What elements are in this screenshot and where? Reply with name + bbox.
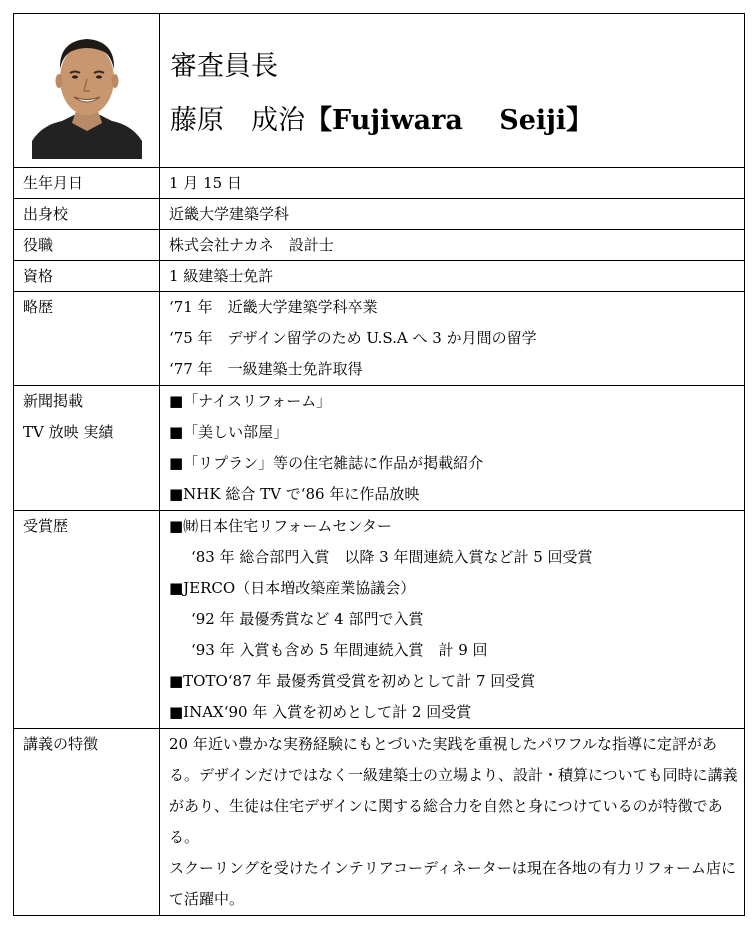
- history-value: [160, 292, 745, 386]
- school-label: 出身校: [14, 199, 160, 230]
- position-label: 役職: [14, 230, 160, 261]
- media-label-line2: TV 放映 実績: [23, 423, 114, 441]
- awards-label: 受賞歴: [14, 511, 160, 729]
- media-line: ■NHK 総合 TV で‘86 年に作品放映: [169, 485, 420, 503]
- license-row: [14, 261, 745, 292]
- position-row: [14, 230, 745, 261]
- award-line: ■TOTO‘87 年 最優秀賞受賞を初めとして計 7 回受賞: [169, 672, 536, 690]
- award-line: ‘83 年 総合部門入賞 以降 3 年間連続入賞など計 5 回受賞: [191, 548, 593, 566]
- history-label: 略歴: [14, 292, 160, 386]
- media-label: [14, 386, 160, 511]
- birthday-label: 生年月日: [14, 168, 160, 199]
- history-line: ‘71 年 近畿大学建築学科卒業: [169, 298, 378, 316]
- lecture-label: 講義の特徴: [14, 729, 160, 916]
- profile-table: [13, 13, 745, 916]
- role-title: 審査員長: [170, 50, 278, 82]
- history-line: ‘75 年 デザイン留学のため U.S.A へ 3 か月間の留学: [169, 329, 537, 347]
- award-line: ■JERCO（日本増改築産業協議会）: [169, 579, 416, 597]
- birthday-value: 1 月 15 日: [160, 168, 745, 199]
- name-en: 【Fujiwara Seiji】: [305, 104, 594, 136]
- name-jp: 藤原 成治: [170, 104, 305, 136]
- history-line: ‘77 年 一級建築士免許取得: [169, 360, 363, 378]
- portrait-photo: [32, 23, 142, 159]
- award-line: ■㈶日本住宅リフォームセンター: [169, 517, 392, 535]
- media-line: ■「ナイスリフォーム」: [169, 392, 332, 410]
- lecture-paragraph: 20 年近い豊かな実務経験にもとづいた実践を重視したパワフルな指導に定評がある。デザインだけではなく一級建築士の立場より、設計・積算についても同時に講義があり、生徒は住宅デザインに関する総合力を自然と身につけているのが特徴である。: [169, 735, 738, 846]
- media-line: ■「美しい部屋」: [169, 423, 289, 441]
- award-line: ■INAX‘90 年 入賞を初めとして計 2 回受賞: [169, 703, 472, 721]
- position-value: 株式会社ナカネ 設計士: [160, 230, 745, 261]
- lecture-value: [160, 729, 745, 916]
- media-row: [14, 386, 745, 511]
- school-row: [14, 199, 745, 230]
- award-line: ‘93 年 入賞も含め 5 年間連続入賞 計 9 回: [191, 641, 488, 659]
- name-title: [170, 101, 744, 141]
- awards-value: [160, 511, 745, 729]
- awards-row: [14, 511, 745, 729]
- media-line: ■「リプラン」等の住宅雑誌に作品が掲載紹介: [169, 454, 484, 472]
- photo-cell: [14, 14, 160, 168]
- lecture-row: [14, 729, 745, 916]
- media-label-line1: 新聞掲載: [23, 392, 84, 410]
- award-line: ‘92 年 最優秀賞など 4 部門で入賞: [191, 610, 424, 628]
- birthday-row: [14, 168, 745, 199]
- license-label: 資格: [14, 261, 160, 292]
- lecture-paragraph: スクーリングを受けたインテリアコーディネーターは現在各地の有力リフォーム店にて活躍中。: [169, 859, 737, 908]
- media-value: [160, 386, 745, 511]
- school-value: 近畿大学建築学科: [160, 199, 745, 230]
- history-row: [14, 292, 745, 386]
- title-cell: [160, 14, 745, 168]
- license-value: 1 級建築士免許: [160, 261, 745, 292]
- header-row: [14, 14, 745, 168]
